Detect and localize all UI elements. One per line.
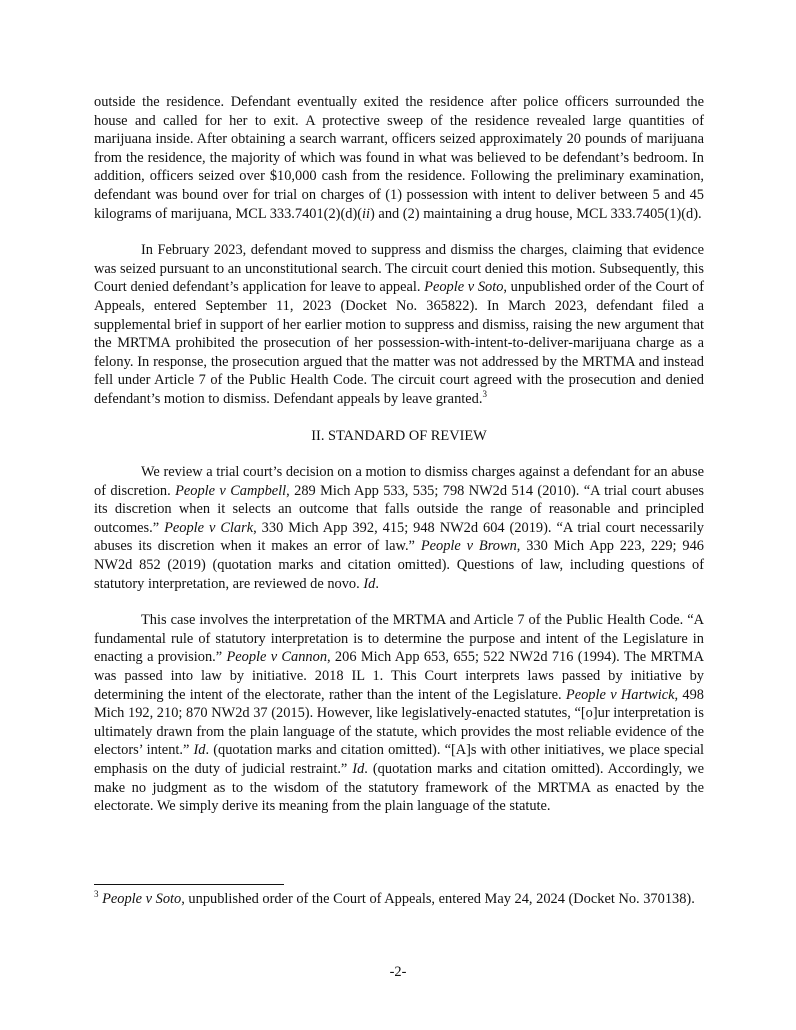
footnote-divider: [94, 884, 284, 885]
text-run: ) and (2) maintaining a drug house, MCL 333.7405(1)(d).: [370, 205, 702, 222]
text-run: . (quotation marks and citation omitted). “[A]s with other initiatives, we place special emphasis on the duty of judicial restraint.”: [94, 742, 704, 777]
text-run: We review a trial court’s decision on a motion to dismiss charges against a defendant for an abuse of discretion.: [94, 464, 704, 499]
paragraph-facts: [94, 93, 704, 223]
text-run: , 330 Mich App 392, 415; 948 NW2d 604 (2019). “A trial court necessarily abuses its discretion when it makes an error of law.”: [94, 519, 704, 555]
footnote-3: [94, 890, 704, 909]
text-run: In February 2023, defendant moved to suppress and dismiss the charges, claiming that evidence was seized pursuant to an unconstitutional search. The circuit court denied this motion. Subsequently, this Court denied defendant’s application for leave to appeal.: [94, 242, 704, 296]
section-heading: II. STANDARD OF REVIEW: [311, 427, 487, 444]
text-run: outside the residence. Defendant eventually exited the residence after police officers surrounded the house and called for her to exit. A protective sweep of the residence revealed large quantities of marijuana inside. After obtaining a search warrant, officers seized approximately 20 pounds of marijuana from the residence, the majority of which was found in what was believed to be defendant’s bedroom. In addition, officers seized over $10,000 cash from the residence. Following the preliminary examination, defendant was bound over for trial on charges of (1) possession with intent to deliver between 5 and 45 kilograms of marijuana, MCL 333.7401(2)(d)(: [94, 94, 704, 222]
text-run: .: [375, 575, 379, 592]
page-number: -2-: [389, 964, 407, 980]
footnote-marker: 3: [482, 389, 487, 400]
paragraph-interpretation: [94, 611, 704, 816]
text-run: This case involves the interpretation of the MRTMA and Article 7 of the Public Health Code. “A fundamental rule of statutory interpretation is to determine the purpose and intent of the Legislature in enacting a provision.”: [94, 612, 704, 666]
italic-citation: People v Clark: [164, 519, 254, 536]
italic-citation: People v Hartwick: [565, 686, 675, 703]
paragraph-standard-of-review: [94, 463, 704, 593]
text-run: , 498 Mich 192, 210; 870 NW2d 37 (2015). However, like legislatively-enacted statutes, “[o]ur interpretation is ultimately drawn from the plain language of the statute, which provides the most reliable evidence of the electors’ intent.”: [94, 686, 705, 759]
text-run: , 330 Mich App 223, 229; 946 NW2d 852 (2019) (quotation marks and citation omitted). Questions of law, including questions of statutory interpretation, are reviewed de novo.: [94, 538, 704, 592]
italic-citation: People v Soto: [102, 891, 182, 907]
footnote-marker: 3: [94, 889, 99, 900]
text-run: , unpublished order of the Court of Appeals, entered May 24, 2024 (Docket No. 370138).: [181, 891, 695, 907]
italic-citation: People v Soto: [424, 279, 504, 296]
italic-citation: People v Cannon: [226, 649, 328, 666]
italic-citation: Id: [193, 742, 206, 759]
text-run: , 289 Mich App 533, 535; 798 NW2d 514 (2010). “A trial court abuses its discretion when it selects an outcome that falls outside the range of reasonable and principled outcomes.”: [94, 482, 704, 536]
italic-citation: ii: [362, 205, 371, 222]
text-run: . (quotation marks and citation omitted). Accordingly, we make no judgment as to the wisdom of the statutory framework of the MRTMA as enacted by the electorate. We simply derive its meaning from the plain language of the statute.: [94, 761, 704, 815]
opinion-body: [94, 93, 704, 834]
italic-citation: People v Brown: [420, 538, 517, 555]
paragraph-procedural-history: [94, 241, 704, 408]
italic-citation: Id: [352, 761, 365, 777]
text-run: , 206 Mich App 653, 655; 522 NW2d 716 (1994). The MRTMA was passed into law by initiative. 2018 IL 1. This Court interprets laws passed by initiative by determining the intent of the electorate, rather than the intent of the Legislature.: [94, 649, 704, 703]
italic-citation: Id: [363, 575, 376, 592]
italic-citation: People v Campbell: [175, 482, 287, 499]
text-run: , unpublished order of the Court of Appeals, entered September 11, 2023 (Docket No. 365822). In March 2023, defendant filed a supplemental brief in support of her earlier motion to suppress and dismiss, raising the new argument that the MRTMA prohibited the prosecution of her possession-with-intent-to-deliver-marijuana charge as a felony. In response, the prosecution argued that the matter was not addressed by the MRTMA and instead fell under Article 7 of the Public Health Code. The circuit court agreed with the prosecution and denied defendant’s motion to dismiss. Defendant appeals by leave granted.: [94, 279, 705, 407]
